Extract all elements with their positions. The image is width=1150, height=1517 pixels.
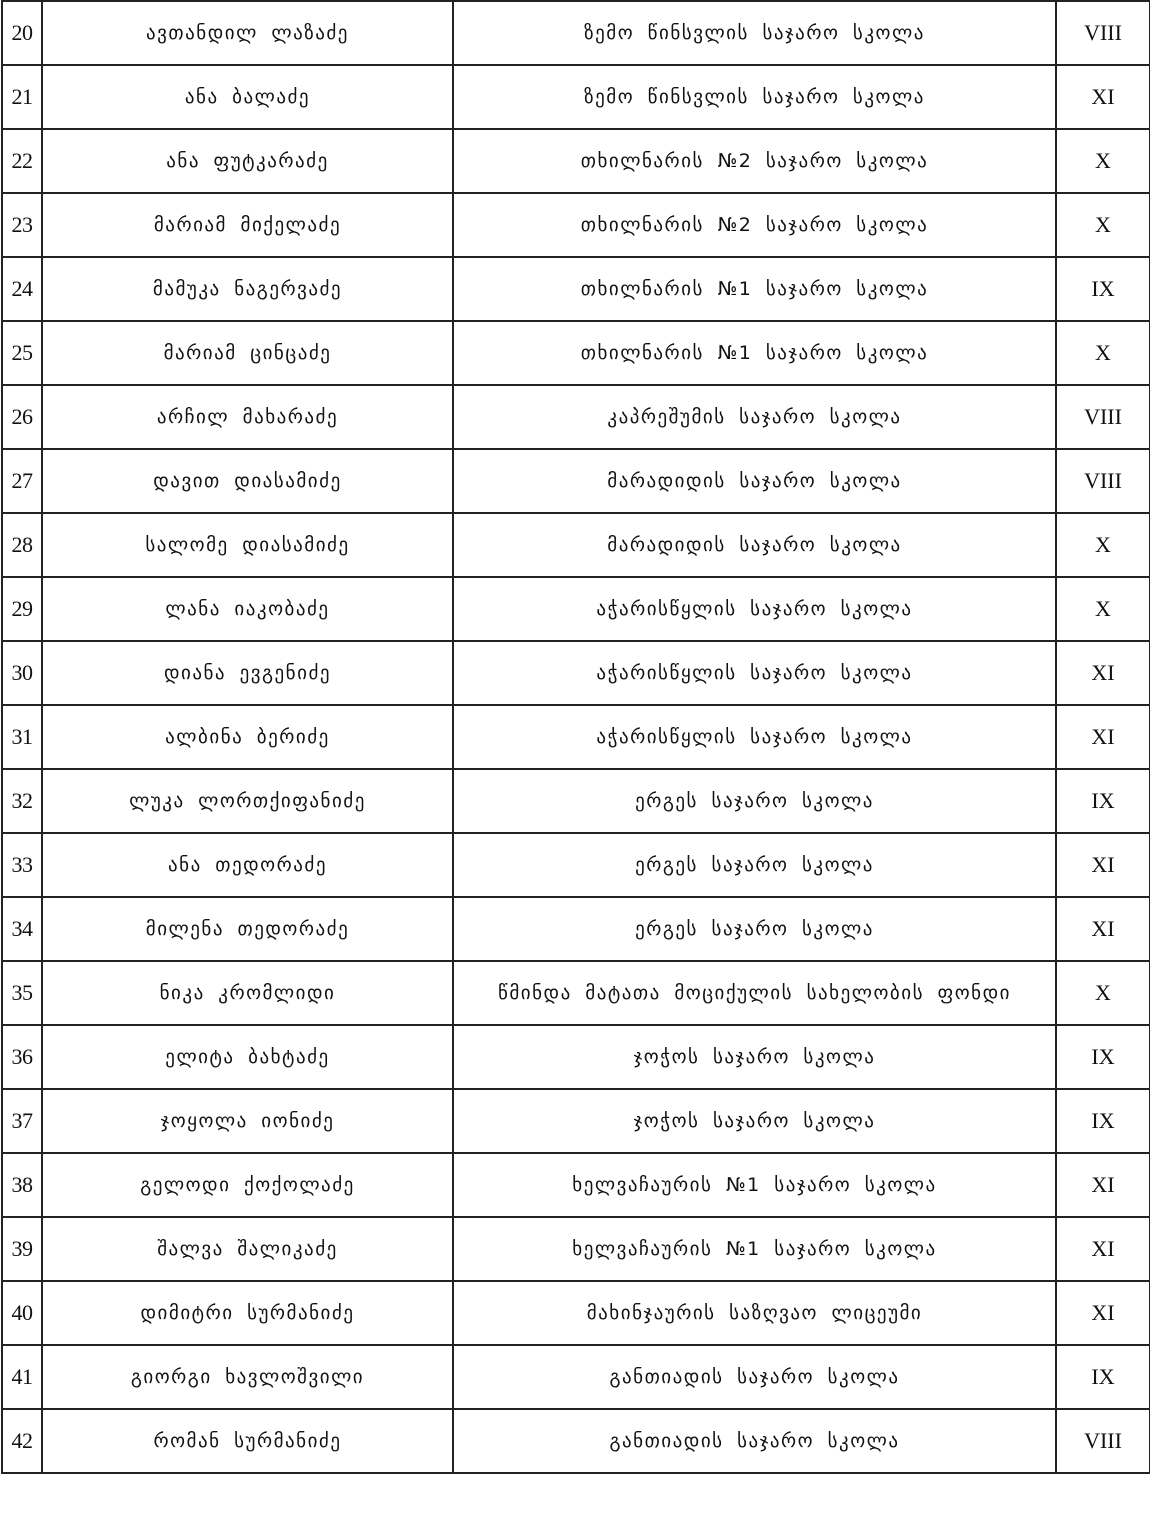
grade-level: XI [1056, 65, 1150, 129]
school-name: თხილნარის №1 საჯარო სკოლა [453, 321, 1056, 385]
row-number: 29 [2, 577, 42, 641]
school-name: თხილნარის №2 საჯარო სკოლა [453, 193, 1056, 257]
participant-name: დიმიტრი სურმანიძე [42, 1281, 453, 1345]
row-number: 33 [2, 833, 42, 897]
school-name: განთიადის საჯარო სკოლა [453, 1345, 1056, 1409]
participant-name: დავით დიასამიძე [42, 449, 453, 513]
row-number: 23 [2, 193, 42, 257]
table-row [2, 385, 1150, 449]
school-name: მარადიდის საჯარო სკოლა [453, 513, 1056, 577]
table-row [2, 577, 1150, 641]
table-row [2, 1153, 1150, 1217]
table-row [2, 961, 1150, 1025]
table-row [2, 449, 1150, 513]
grade-level: VIII [1056, 1, 1150, 65]
participant-name: მარიამ მიქელაძე [42, 193, 453, 257]
row-number: 36 [2, 1025, 42, 1089]
participant-name: სალომე დიასამიძე [42, 513, 453, 577]
school-name: აჭარისწყლის საჯარო სკოლა [453, 705, 1056, 769]
participant-name: მამუკა ნაგერვაძე [42, 257, 453, 321]
row-number: 38 [2, 1153, 42, 1217]
row-number: 35 [2, 961, 42, 1025]
school-name: მარადიდის საჯარო სკოლა [453, 449, 1056, 513]
school-name: ჯოჭოს საჯარო სკოლა [453, 1089, 1056, 1153]
row-number: 22 [2, 129, 42, 193]
grade-level: IX [1056, 1089, 1150, 1153]
grade-level: X [1056, 321, 1150, 385]
participant-name: ანა თედორაძე [42, 833, 453, 897]
participants-table-body [2, 1, 1150, 1473]
participant-name: რომან სურმანიძე [42, 1409, 453, 1473]
grade-level: XI [1056, 705, 1150, 769]
school-name: მახინჯაურის საზღვაო ლიცეუმი [453, 1281, 1056, 1345]
grade-level: VIII [1056, 1409, 1150, 1473]
participant-name: ანა ფუტკარაძე [42, 129, 453, 193]
school-name: თხილნარის №2 საჯარო სკოლა [453, 129, 1056, 193]
grade-level: IX [1056, 1025, 1150, 1089]
grade-level: IX [1056, 1345, 1150, 1409]
grade-level: XI [1056, 1217, 1150, 1281]
row-number: 37 [2, 1089, 42, 1153]
school-name: აჭარისწყლის საჯარო სკოლა [453, 641, 1056, 705]
row-number: 30 [2, 641, 42, 705]
row-number: 21 [2, 65, 42, 129]
grade-level: XI [1056, 1281, 1150, 1345]
participant-name: დიანა ევგენიძე [42, 641, 453, 705]
table-row [2, 833, 1150, 897]
participant-name: ნიკა კრომლიდი [42, 961, 453, 1025]
participant-name: გელოდი ქოქოლაძე [42, 1153, 453, 1217]
table-row [2, 897, 1150, 961]
row-number: 40 [2, 1281, 42, 1345]
table-row [2, 193, 1150, 257]
school-name: თხილნარის №1 საჯარო სკოლა [453, 257, 1056, 321]
table-row [2, 1409, 1150, 1473]
participant-name: ავთანდილ ლაზაძე [42, 1, 453, 65]
participant-name: ჯოყოლა იონიძე [42, 1089, 453, 1153]
table-row [2, 705, 1150, 769]
participant-name: ლანა იაკობაძე [42, 577, 453, 641]
school-name: წმინდა მატათა მოციქულის სახელობის ფონდი [453, 961, 1056, 1025]
grade-level: IX [1056, 769, 1150, 833]
table-row [2, 1217, 1150, 1281]
table-row [2, 513, 1150, 577]
table-row [2, 1345, 1150, 1409]
participant-name: ლუკა ლორთქიფანიძე [42, 769, 453, 833]
row-number: 31 [2, 705, 42, 769]
school-name: ზემო წინსვლის საჯარო სკოლა [453, 65, 1056, 129]
row-number: 25 [2, 321, 42, 385]
row-number: 20 [2, 1, 42, 65]
school-name: ხელვაჩაურის №1 საჯარო სკოლა [453, 1217, 1056, 1281]
row-number: 32 [2, 769, 42, 833]
grade-level: X [1056, 129, 1150, 193]
participant-name: ანა ბალაძე [42, 65, 453, 129]
grade-level: X [1056, 577, 1150, 641]
participant-name: მილენა თედორაძე [42, 897, 453, 961]
table-row [2, 321, 1150, 385]
table-row [2, 65, 1150, 129]
row-number: 27 [2, 449, 42, 513]
row-number: 34 [2, 897, 42, 961]
row-number: 42 [2, 1409, 42, 1473]
table-row [2, 129, 1150, 193]
participant-name: გიორგი ხავლოშვილი [42, 1345, 453, 1409]
participants-table [1, 0, 1150, 1474]
school-name: კაპრეშუმის საჯარო სკოლა [453, 385, 1056, 449]
grade-level: XI [1056, 897, 1150, 961]
grade-level: XI [1056, 641, 1150, 705]
school-name: ზემო წინსვლის საჯარო სკოლა [453, 1, 1056, 65]
row-number: 26 [2, 385, 42, 449]
school-name: ერგეს საჯარო სკოლა [453, 769, 1056, 833]
table-row [2, 1281, 1150, 1345]
row-number: 41 [2, 1345, 42, 1409]
grade-level: VIII [1056, 449, 1150, 513]
participant-name: ალბინა ბერიძე [42, 705, 453, 769]
grade-level: XI [1056, 833, 1150, 897]
school-name: ერგეს საჯარო სკოლა [453, 897, 1056, 961]
school-name: ჯოჭოს საჯარო სკოლა [453, 1025, 1056, 1089]
participant-name: მარიამ ცინცაძე [42, 321, 453, 385]
school-name: ერგეს საჯარო სკოლა [453, 833, 1056, 897]
row-number: 24 [2, 257, 42, 321]
table-row [2, 1, 1150, 65]
table-row [2, 1089, 1150, 1153]
table-row [2, 769, 1150, 833]
row-number: 28 [2, 513, 42, 577]
grade-level: X [1056, 513, 1150, 577]
table-row [2, 641, 1150, 705]
school-name: განთიადის საჯარო სკოლა [453, 1409, 1056, 1473]
table-row [2, 1025, 1150, 1089]
grade-level: IX [1056, 257, 1150, 321]
school-name: ხელვაჩაურის №1 საჯარო სკოლა [453, 1153, 1056, 1217]
participant-name: არჩილ მახარაძე [42, 385, 453, 449]
table-row [2, 257, 1150, 321]
grade-level: XI [1056, 1153, 1150, 1217]
school-name: აჭარისწყლის საჯარო სკოლა [453, 577, 1056, 641]
row-number: 39 [2, 1217, 42, 1281]
grade-level: X [1056, 193, 1150, 257]
grade-level: X [1056, 961, 1150, 1025]
participant-name: ელიტა ბახტაძე [42, 1025, 453, 1089]
grade-level: VIII [1056, 385, 1150, 449]
participant-name: შალვა შალიკაძე [42, 1217, 453, 1281]
